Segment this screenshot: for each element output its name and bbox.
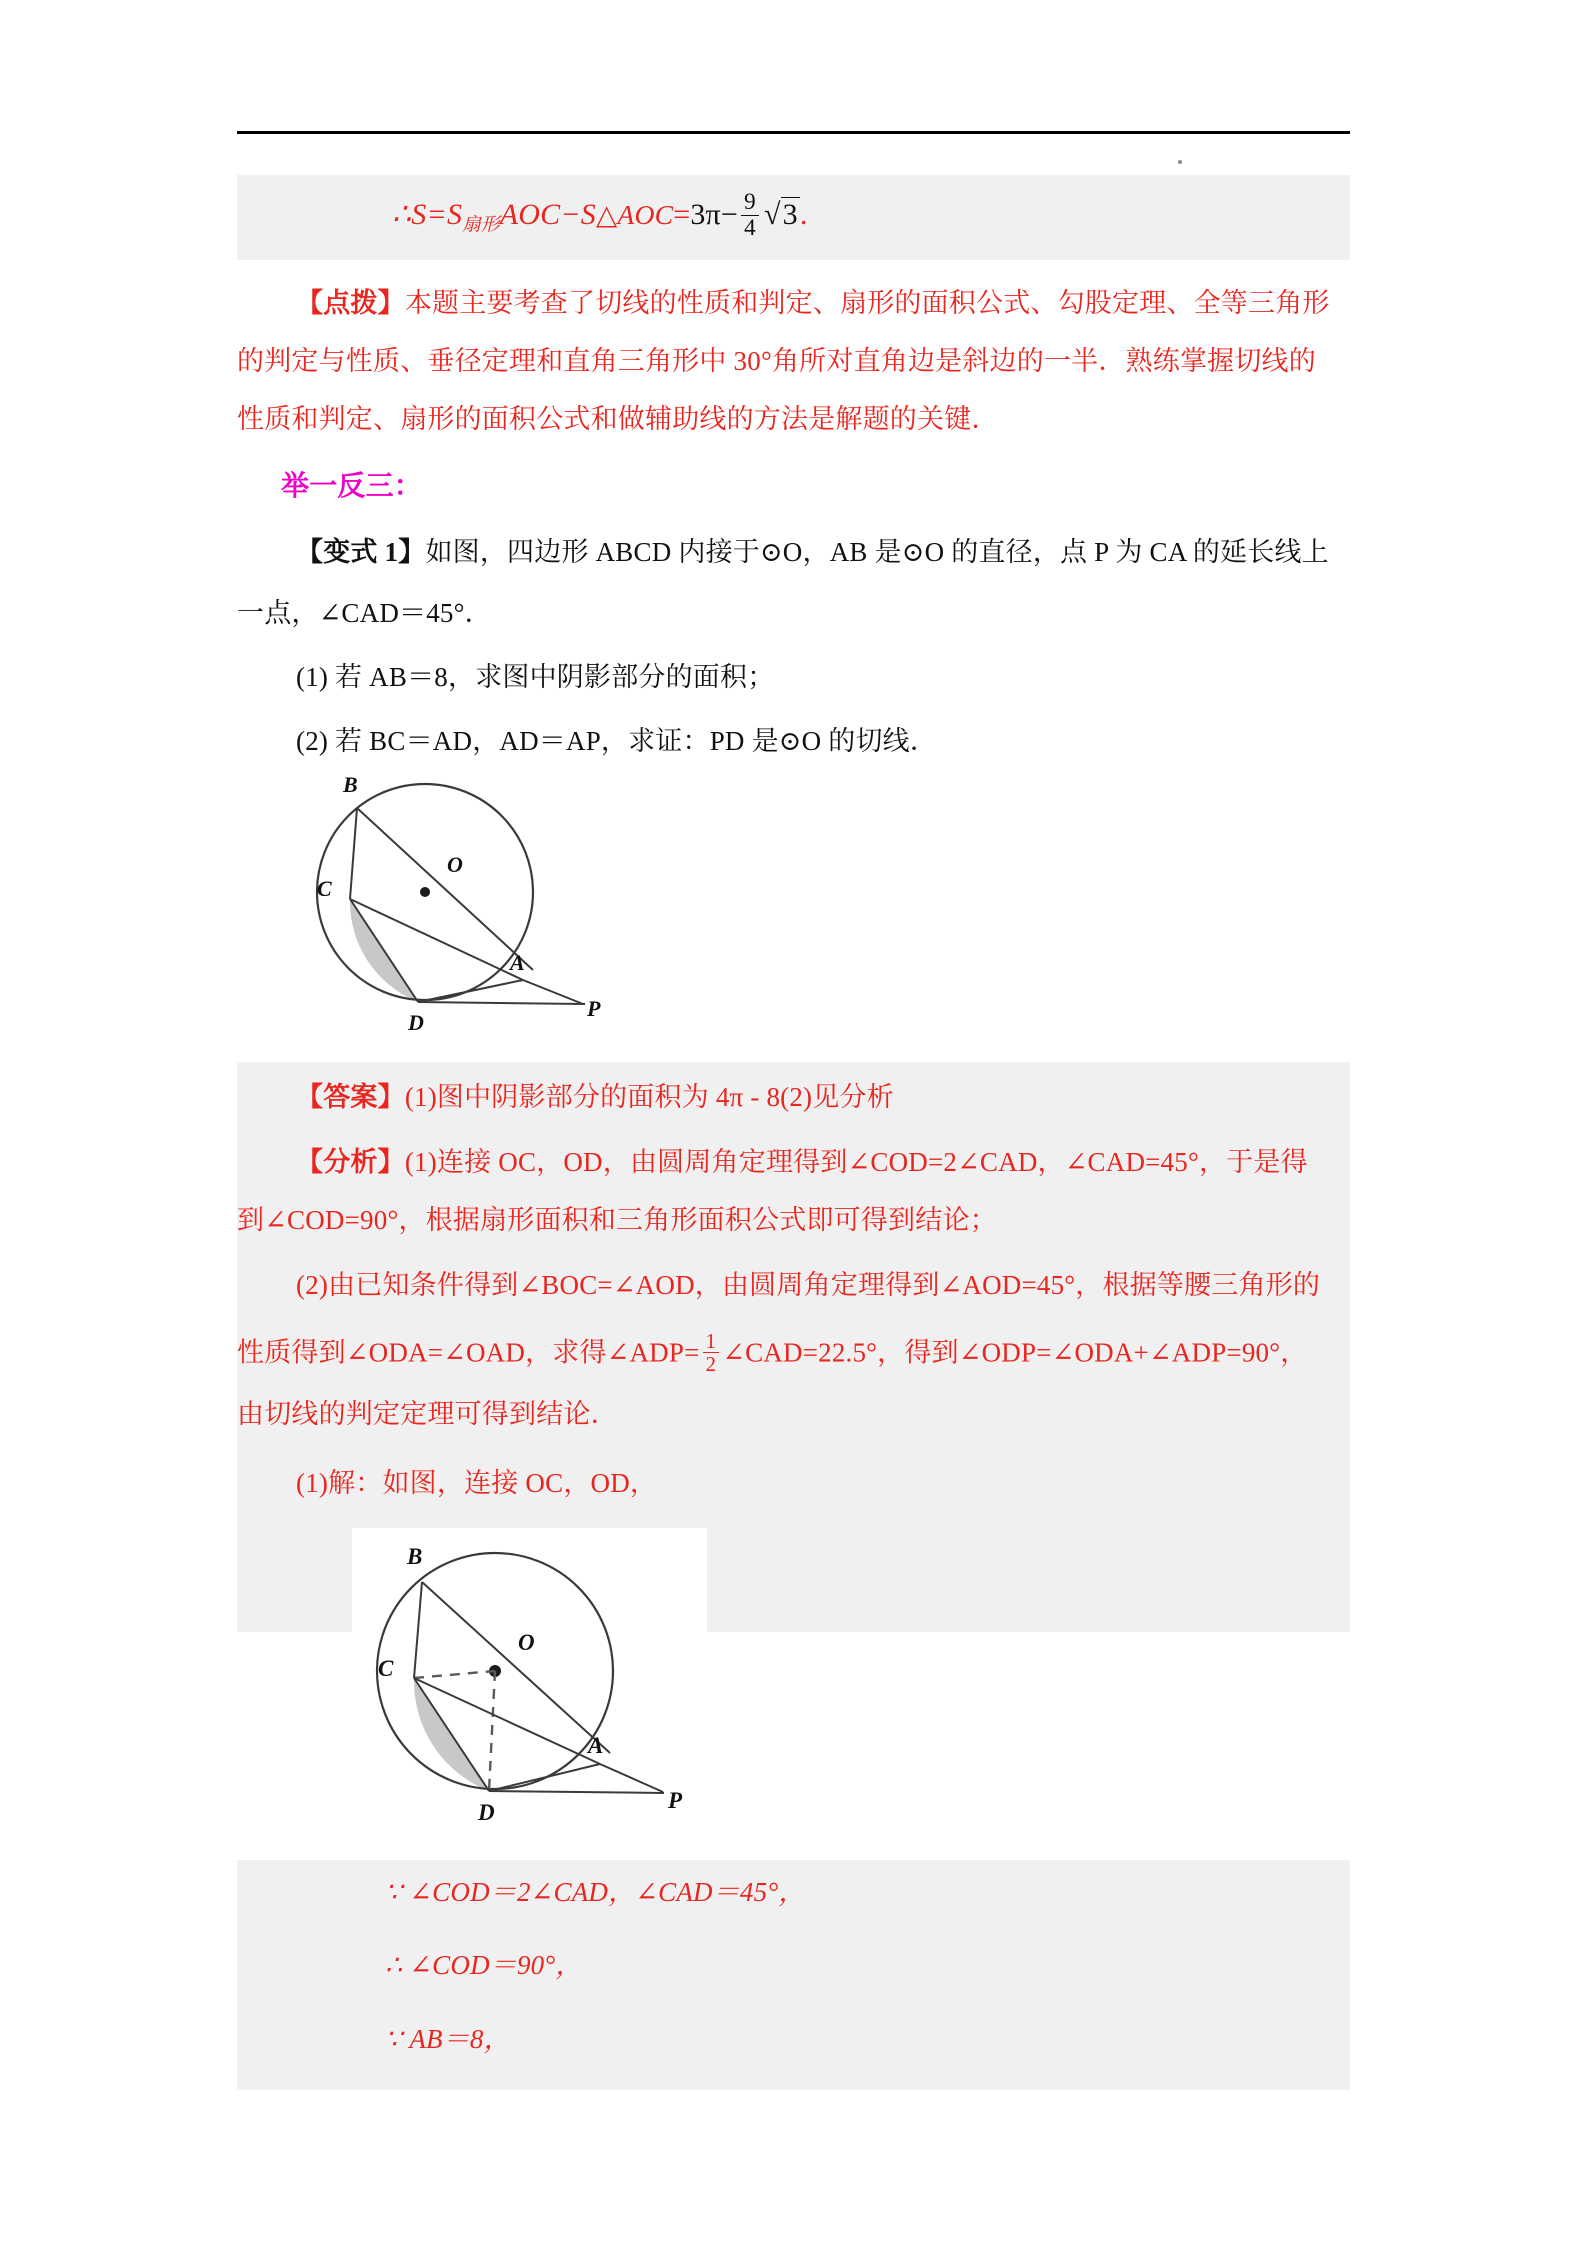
label-o: O xyxy=(518,1630,535,1655)
problem-text-1: 如图，四边形 ABCD 内接于⊙O，AB 是⊙O 的直径，点 P 为 CA 的延长线上 xyxy=(425,537,1329,567)
sector-label: AOC xyxy=(499,198,561,232)
half-numerator: 1 xyxy=(705,1329,717,1353)
label-a: A xyxy=(588,1733,604,1758)
section-heading: 举一反三： xyxy=(281,471,423,502)
tip-tag: 【点拨】 xyxy=(296,288,405,318)
problem-item-1: (1) 若 AB＝8，求图中阴影部分的面积； xyxy=(296,662,775,692)
sqrt-symbol: √3 xyxy=(763,198,798,232)
label-d: D xyxy=(408,1010,424,1035)
label-c: C xyxy=(378,1656,394,1681)
analysis-line-2: 到∠COD=90°，根据扇形面积和三角形面积公式即可得到结论； xyxy=(237,1205,997,1235)
segment-d-a xyxy=(418,980,523,1002)
formula-lead: S=S xyxy=(411,198,463,232)
label-o: O xyxy=(447,852,463,877)
analysis-line-5: 由切线的判定定理可得到结论． xyxy=(237,1399,618,1429)
formula-minus: −S xyxy=(560,198,597,232)
therefore-symbol-2: ∴ xyxy=(385,1950,403,1980)
half-denominator: 2 xyxy=(703,1352,720,1375)
answer-text: (1)图中阴影部分的面积为 4π - 8(2)见分析 xyxy=(404,1082,894,1112)
header-divider xyxy=(237,131,1350,134)
top-formula xyxy=(392,190,808,243)
tip-text-1: 本题主要考查了切线的性质和判定、扇形的面积公式、勾股定理、全等三角形 xyxy=(404,288,1330,318)
nine-fourths-fraction xyxy=(741,190,759,240)
formula-period: . xyxy=(799,198,808,232)
analysis-tag: 【分析】 xyxy=(296,1147,405,1177)
label-c: C xyxy=(317,876,332,901)
solution-step-text-3: AB＝8， xyxy=(409,2024,511,2054)
fraction-denominator: 4 xyxy=(741,215,759,241)
label-p: P xyxy=(668,1788,683,1813)
sector-subscript: 扇形 xyxy=(462,214,500,236)
problem-tag: 【变式 1】 xyxy=(296,537,426,567)
label-b: B xyxy=(343,772,358,797)
segment-a-p xyxy=(523,980,583,1004)
analysis-text-4a: 性质得到∠ODA=∠OAD，求得∠ADP= xyxy=(237,1337,700,1368)
analysis-line-4 xyxy=(237,1330,1307,1375)
tip-line-3: 性质和判定、扇形的面积公式和做辅助线的方法是解题的关键． xyxy=(237,404,999,434)
formula-result-minus: − xyxy=(720,198,739,232)
solution-step-3 xyxy=(385,2022,511,2056)
formula-3pi: 3π xyxy=(690,198,721,232)
because-symbol-1: ∵ xyxy=(385,1877,403,1907)
answer-tag: 【答案】 xyxy=(296,1082,405,1112)
formula-equals: = xyxy=(673,198,691,232)
problem-line-1 xyxy=(296,535,1329,569)
because-symbol-3: ∵ xyxy=(385,2024,403,2054)
segment-d-p xyxy=(418,1002,585,1004)
figure-problem-diagram xyxy=(295,762,625,1042)
triangle-label: △AOC xyxy=(596,199,674,231)
analysis-line-3: (2)由已知条件得到∠BOC=∠AOD，由圆周角定理得到∠AOD=45°，根据等腰三角形的 xyxy=(296,1270,1321,1300)
center-point-o xyxy=(420,887,430,897)
label-d: D xyxy=(478,1800,495,1825)
problem-line-2: 一点，∠CAD＝45°． xyxy=(237,598,492,628)
solution-step-text-2: ∠COD＝90°， xyxy=(409,1950,583,1980)
tip-line-1 xyxy=(296,286,1330,320)
circle-diagram-solution-svg xyxy=(352,1528,707,1828)
figure-solution-diagram xyxy=(352,1528,707,1828)
one-half-fraction xyxy=(703,1330,720,1375)
analysis-line-1 xyxy=(296,1145,1308,1179)
solution-step-text-1: ∠COD＝2∠CAD，∠CAD＝45°， xyxy=(409,1877,806,1907)
label-b: B xyxy=(407,1544,423,1569)
analysis-text-1: (1)连接 OC，OD，由圆周角定理得到∠COD=2∠CAD，∠CAD=45°，于是得 xyxy=(404,1147,1308,1177)
header-marker-dot xyxy=(1178,160,1182,164)
answer-line xyxy=(296,1080,894,1114)
solution-step-2 xyxy=(385,1948,583,1982)
problem-item-2: (2) 若 BC＝AD，AD＝AP，求证：PD 是⊙O 的切线． xyxy=(296,726,938,756)
sqrt-radicand: 3 xyxy=(782,198,798,232)
solution-step-1 xyxy=(385,1875,806,1909)
therefore-symbol: ∴ xyxy=(392,198,412,232)
fraction-numerator: 9 xyxy=(744,189,756,215)
segment-b-c xyxy=(350,808,357,899)
solution-line-1: (1)解：如图，连接 OC，OD， xyxy=(296,1468,658,1498)
tip-line-2: 的判定与性质、垂径定理和直角三角形中 30°角所对直角边是斜边的一半．熟练掌握切线的 xyxy=(237,346,1316,376)
analysis-text-4b: ∠CAD=22.5°，得到∠ODP=∠ODA+∠ADP=90°， xyxy=(722,1337,1308,1368)
circle-diagram-problem-svg xyxy=(295,762,625,1042)
label-a: A xyxy=(510,950,525,975)
label-p: P xyxy=(587,996,601,1021)
segment-b-a xyxy=(357,808,533,970)
